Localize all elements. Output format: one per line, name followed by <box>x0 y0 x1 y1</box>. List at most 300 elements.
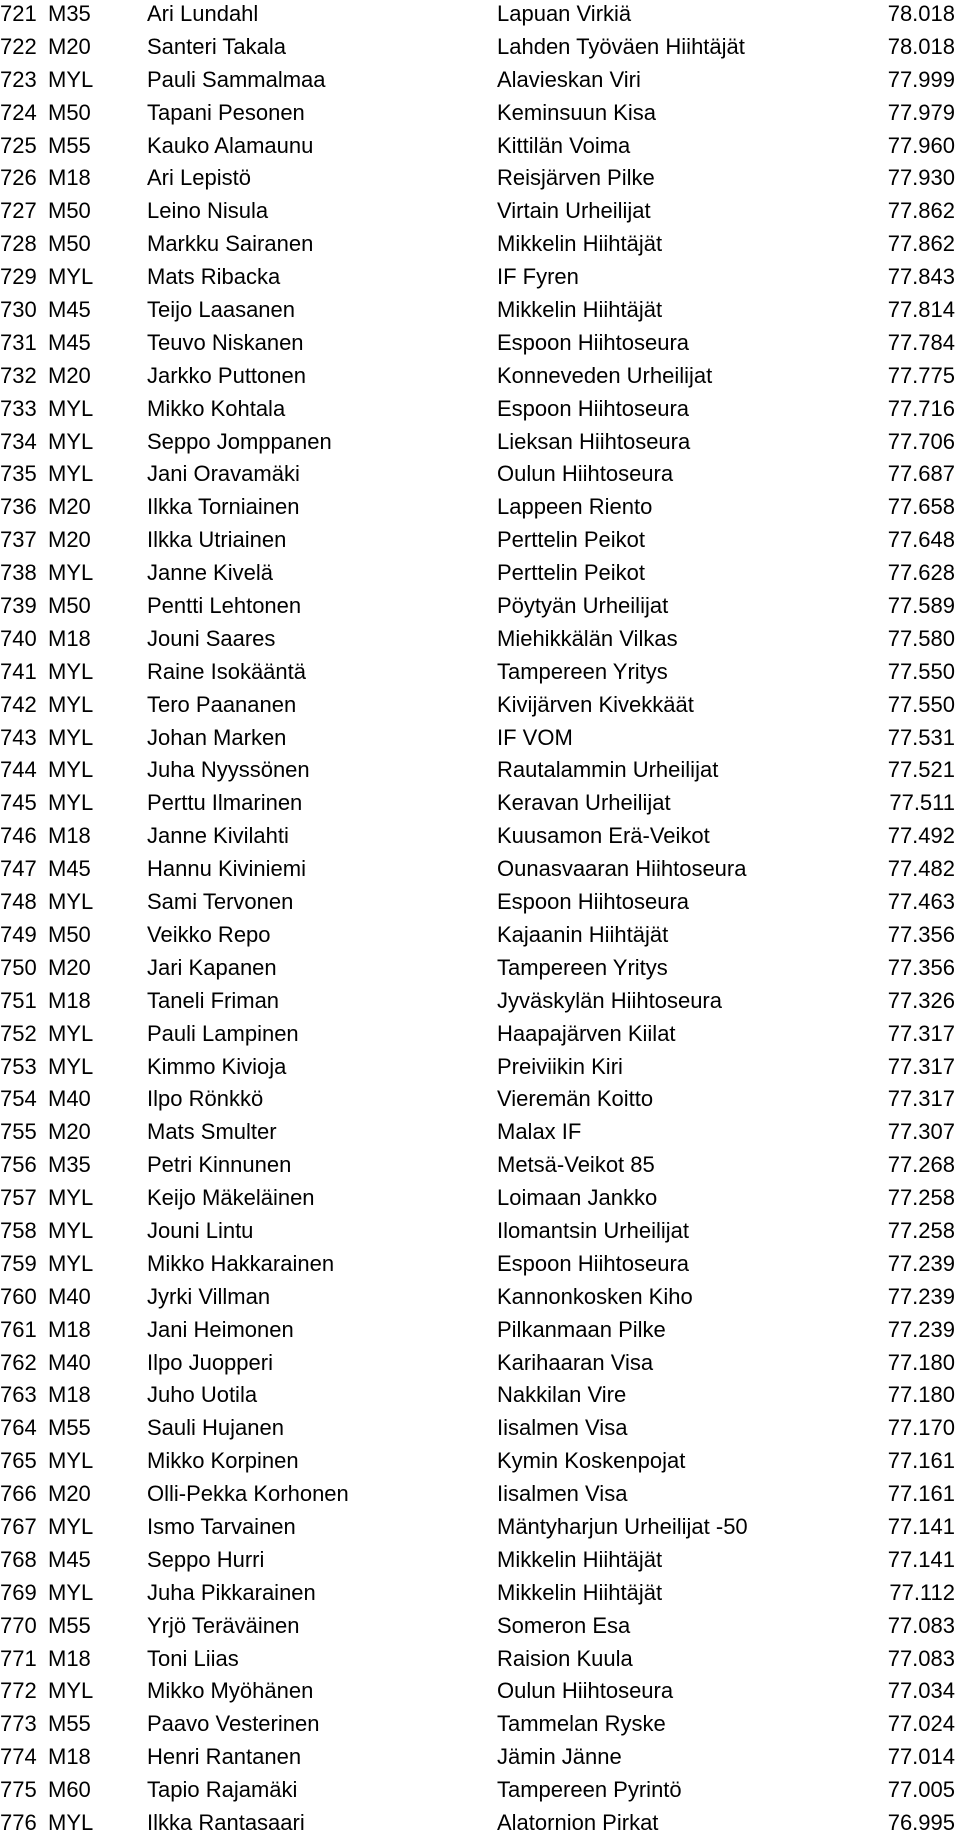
result-row <box>0 1513 960 1546</box>
class-cell: M18 <box>48 625 91 651</box>
score-cell: 77.580 <box>887 625 955 651</box>
competitor-name-cell: Jouni Saares <box>147 625 276 651</box>
club-cell: Loimaan Jankko <box>497 1185 658 1211</box>
class-cell: M60 <box>48 1777 91 1803</box>
class-cell: MYL <box>48 461 94 487</box>
place-cell: 762 <box>0 1349 37 1375</box>
competitor-name-cell: Sauli Hujanen <box>147 1415 284 1441</box>
score-cell: 77.658 <box>887 494 955 520</box>
competitor-name-cell: Sami Tervonen <box>147 889 294 915</box>
place-cell: 767 <box>0 1513 37 1539</box>
competitor-name-cell: Leino Nisula <box>147 198 269 224</box>
class-cell: MYL <box>48 1217 94 1243</box>
class-cell: MYL <box>48 790 94 816</box>
club-cell: Iisalmen Visa <box>497 1481 628 1507</box>
competitor-name-cell: Paavo Vesterinen <box>147 1711 320 1737</box>
class-cell: MYL <box>48 1448 94 1474</box>
competitor-name-cell: Perttu Ilmarinen <box>147 790 303 816</box>
place-cell: 769 <box>0 1579 37 1605</box>
club-cell: Preiviikin Kiri <box>497 1053 623 1079</box>
club-cell: Espoon Hiihtoseura <box>497 395 690 421</box>
class-cell: M45 <box>48 1546 91 1572</box>
place-cell: 744 <box>0 757 37 783</box>
club-cell: Alatornion Pirkat <box>497 1809 659 1835</box>
place-cell: 730 <box>0 297 37 323</box>
class-cell: M50 <box>48 99 91 125</box>
place-cell: 749 <box>0 921 37 947</box>
score-cell: 77.317 <box>887 1086 955 1112</box>
result-row <box>0 66 960 99</box>
score-cell: 77.356 <box>887 921 955 947</box>
competitor-name-cell: Ari Lundahl <box>147 1 259 26</box>
result-row <box>0 592 960 625</box>
result-row <box>0 1579 960 1612</box>
club-cell: Virtain Urheilijat <box>497 198 651 224</box>
result-row <box>0 921 960 954</box>
competitor-name-cell: Janne Kivelä <box>147 560 273 586</box>
score-cell: 77.463 <box>887 889 955 915</box>
score-cell: 77.326 <box>887 987 955 1013</box>
competitor-name-cell: Tapio Rajamäki <box>147 1777 298 1803</box>
club-cell: Kittilän Voima <box>497 132 631 158</box>
place-cell: 738 <box>0 560 37 586</box>
club-cell: Kuusamon Erä-Veikot <box>497 823 710 849</box>
club-cell: Haapajärven Kiilat <box>497 1020 676 1046</box>
score-cell: 77.005 <box>887 1777 955 1803</box>
place-cell: 758 <box>0 1217 37 1243</box>
score-cell: 77.531 <box>887 724 955 750</box>
competitor-name-cell: Jouni Lintu <box>147 1217 254 1243</box>
place-cell: 759 <box>0 1250 37 1276</box>
result-row <box>0 1020 960 1053</box>
result-row <box>0 1645 960 1678</box>
place-cell: 743 <box>0 724 37 750</box>
score-cell: 77.862 <box>887 198 955 224</box>
club-cell: Someron Esa <box>497 1612 631 1638</box>
score-cell: 77.999 <box>887 66 955 92</box>
competitor-name-cell: Pentti Lehtonen <box>147 593 302 619</box>
competitor-name-cell: Juho Uotila <box>147 1382 258 1408</box>
club-cell: Espoon Hiihtoseura <box>497 329 690 355</box>
class-cell: M35 <box>48 1 91 26</box>
competitor-name-cell: Teuvo Niskanen <box>147 329 304 355</box>
competitor-name-cell: Ilkka Torniainen <box>147 494 300 520</box>
place-cell: 725 <box>0 132 37 158</box>
class-cell: M45 <box>48 856 91 882</box>
competitor-name-cell: Toni Liias <box>147 1645 239 1671</box>
class-cell: MYL <box>48 658 94 684</box>
score-cell: 77.775 <box>887 362 955 388</box>
club-cell: Mäntyharjun Urheilijat -50 <box>497 1513 748 1539</box>
club-cell: Reisjärven Pilke <box>497 165 655 191</box>
class-cell: M55 <box>48 1415 91 1441</box>
place-cell: 764 <box>0 1415 37 1441</box>
result-row <box>0 1809 960 1842</box>
score-cell: 77.784 <box>887 329 955 355</box>
club-cell: Mikkelin Hiihtäjät <box>497 297 663 323</box>
class-cell: MYL <box>48 66 94 92</box>
competitor-name-cell: Mats Smulter <box>147 1119 277 1145</box>
result-row <box>0 1283 960 1316</box>
club-cell: Pöytyän Urheilijat <box>497 593 669 619</box>
place-cell: 736 <box>0 494 37 520</box>
place-cell: 746 <box>0 823 37 849</box>
score-cell: 77.014 <box>887 1744 955 1770</box>
score-cell: 77.960 <box>887 132 955 158</box>
score-cell: 77.716 <box>887 395 955 421</box>
result-row <box>0 1612 960 1645</box>
result-row <box>0 362 960 395</box>
score-cell: 77.034 <box>887 1678 955 1704</box>
result-row <box>0 888 960 921</box>
score-cell: 77.521 <box>887 757 955 783</box>
club-cell: Kajaanin Hiihtäjät <box>497 921 669 947</box>
result-row <box>0 789 960 822</box>
result-row <box>0 395 960 428</box>
class-cell: M45 <box>48 297 91 323</box>
score-cell: 77.843 <box>887 264 955 290</box>
class-cell: M55 <box>48 132 91 158</box>
class-cell: M18 <box>48 1645 91 1671</box>
class-cell: M50 <box>48 593 91 619</box>
result-row <box>0 1184 960 1217</box>
result-row <box>0 822 960 855</box>
class-cell: MYL <box>48 1020 94 1046</box>
competitor-name-cell: Jyrki Villman <box>147 1283 271 1309</box>
place-cell: 752 <box>0 1020 37 1046</box>
competitor-name-cell: Ilkka Rantasaari <box>147 1809 305 1835</box>
score-cell: 77.317 <box>887 1020 955 1046</box>
competitor-name-cell: Santeri Takala <box>147 33 287 59</box>
class-cell: M20 <box>48 1481 91 1507</box>
score-cell: 77.687 <box>887 461 955 487</box>
club-cell: Lapuan Virkiä <box>497 1 632 26</box>
place-cell: 733 <box>0 395 37 421</box>
place-cell: 763 <box>0 1382 37 1408</box>
place-cell: 723 <box>0 66 37 92</box>
score-cell: 77.492 <box>887 823 955 849</box>
class-cell: M50 <box>48 921 91 947</box>
competitor-name-cell: Tapani Pesonen <box>147 99 305 125</box>
class-cell: MYL <box>48 1579 94 1605</box>
result-row <box>0 1381 960 1414</box>
competitor-name-cell: Kimmo Kivioja <box>147 1053 287 1079</box>
class-cell: MYL <box>48 1678 94 1704</box>
result-row <box>0 329 960 362</box>
place-cell: 775 <box>0 1777 37 1803</box>
result-row <box>0 1217 960 1250</box>
score-cell: 77.268 <box>887 1152 955 1178</box>
place-cell: 740 <box>0 625 37 651</box>
result-row <box>0 33 960 66</box>
club-cell: Perttelin Peikot <box>497 560 645 586</box>
class-cell: MYL <box>48 1250 94 1276</box>
score-cell: 77.550 <box>887 691 955 717</box>
club-cell: Espoon Hiihtoseura <box>497 889 690 915</box>
competitor-name-cell: Pauli Sammalmaa <box>147 66 326 92</box>
competitor-name-cell: Johan Marken <box>147 724 287 750</box>
score-cell: 77.930 <box>887 165 955 191</box>
class-cell: M18 <box>48 1744 91 1770</box>
result-row <box>0 164 960 197</box>
club-cell: Jyväskylän Hiihtoseura <box>497 987 722 1013</box>
score-cell: 77.628 <box>887 560 955 586</box>
result-row <box>0 132 960 165</box>
result-row <box>0 1118 960 1151</box>
club-cell: Kymin Koskenpojat <box>497 1448 686 1474</box>
competitor-name-cell: Markku Sairanen <box>147 231 314 257</box>
score-cell: 77.317 <box>887 1053 955 1079</box>
score-cell: 77.239 <box>887 1316 955 1342</box>
competitor-name-cell: Yrjö Teräväinen <box>147 1612 300 1638</box>
competitor-name-cell: Keijo Mäkeläinen <box>147 1185 315 1211</box>
score-cell: 77.589 <box>887 593 955 619</box>
class-cell: M55 <box>48 1711 91 1737</box>
score-cell: 77.180 <box>887 1382 955 1408</box>
result-row <box>0 1776 960 1809</box>
place-cell: 747 <box>0 856 37 882</box>
score-cell: 77.141 <box>887 1546 955 1572</box>
result-row <box>0 1349 960 1382</box>
club-cell: Raision Kuula <box>497 1645 633 1671</box>
place-cell: 729 <box>0 264 37 290</box>
place-cell: 766 <box>0 1481 37 1507</box>
competitor-name-cell: Mikko Myöhänen <box>147 1678 314 1704</box>
class-cell: M40 <box>48 1349 91 1375</box>
place-cell: 732 <box>0 362 37 388</box>
result-row <box>0 296 960 329</box>
place-cell: 721 <box>0 1 37 26</box>
score-cell: 77.112 <box>889 1579 955 1605</box>
class-cell: M18 <box>48 987 91 1013</box>
place-cell: 754 <box>0 1086 37 1112</box>
place-cell: 776 <box>0 1809 37 1835</box>
place-cell: 748 <box>0 889 37 915</box>
competitor-name-cell: Mats Ribacka <box>147 264 281 290</box>
class-cell: M20 <box>48 362 91 388</box>
class-cell: MYL <box>48 395 94 421</box>
class-cell: M55 <box>48 1612 91 1638</box>
class-cell: MYL <box>48 1513 94 1539</box>
class-cell: MYL <box>48 691 94 717</box>
club-cell: Jämin Jänne <box>497 1744 622 1770</box>
place-cell: 772 <box>0 1678 37 1704</box>
class-cell: M18 <box>48 1316 91 1342</box>
score-cell: 78.018 <box>887 1 955 26</box>
score-cell: 77.307 <box>887 1119 955 1145</box>
club-cell: Espoon Hiihtoseura <box>497 1250 690 1276</box>
club-cell: Konneveden Urheilijat <box>497 362 713 388</box>
score-cell: 77.161 <box>887 1448 955 1474</box>
score-cell: 77.141 <box>887 1513 955 1539</box>
class-cell: M20 <box>48 33 91 59</box>
result-row <box>0 99 960 132</box>
result-row <box>0 987 960 1020</box>
place-cell: 739 <box>0 593 37 619</box>
club-cell: Nakkilan Vire <box>497 1382 627 1408</box>
club-cell: Ilomantsin Urheilijat <box>497 1217 689 1243</box>
place-cell: 753 <box>0 1053 37 1079</box>
class-cell: MYL <box>48 889 94 915</box>
competitor-name-cell: Taneli Friman <box>147 987 280 1013</box>
score-cell: 77.083 <box>887 1645 955 1671</box>
class-cell: MYL <box>48 757 94 783</box>
competitor-name-cell: Hannu Kiviniemi <box>147 856 306 882</box>
class-cell: MYL <box>48 1185 94 1211</box>
class-cell: MYL <box>48 428 94 454</box>
competitor-name-cell: Petri Kinnunen <box>147 1152 292 1178</box>
result-row <box>0 197 960 230</box>
result-row <box>0 658 960 691</box>
club-cell: Lappeen Riento <box>497 494 653 520</box>
class-cell: MYL <box>48 264 94 290</box>
place-cell: 750 <box>0 954 37 980</box>
competitor-name-cell: Jarkko Puttonen <box>147 362 306 388</box>
club-cell: Tampereen Yritys <box>497 658 668 684</box>
competitor-name-cell: Tero Paananen <box>147 691 297 717</box>
place-cell: 722 <box>0 33 37 59</box>
club-cell: IF VOM <box>497 724 573 750</box>
score-cell: 77.648 <box>887 527 955 553</box>
score-cell: 77.706 <box>887 428 955 454</box>
result-row <box>0 1743 960 1776</box>
result-row <box>0 1447 960 1480</box>
place-cell: 742 <box>0 691 37 717</box>
club-cell: Malax IF <box>497 1119 582 1145</box>
result-row <box>0 1710 960 1743</box>
class-cell: M18 <box>48 1382 91 1408</box>
club-cell: Keravan Urheilijat <box>497 790 671 816</box>
competitor-name-cell: Ilpo Rönkkö <box>147 1086 264 1112</box>
club-cell: Perttelin Peikot <box>497 527 645 553</box>
competitor-name-cell: Ismo Tarvainen <box>147 1513 296 1539</box>
result-row <box>0 1414 960 1447</box>
result-row <box>0 559 960 592</box>
competitor-name-cell: Mikko Korpinen <box>147 1448 299 1474</box>
club-cell: Tampereen Pyrintö <box>497 1777 682 1803</box>
result-row <box>0 230 960 263</box>
place-cell: 745 <box>0 790 37 816</box>
club-cell: Tampereen Yritys <box>497 954 668 980</box>
competitor-name-cell: Janne Kivilahti <box>147 823 289 849</box>
club-cell: Karihaaran Visa <box>497 1349 654 1375</box>
result-row <box>0 263 960 296</box>
class-cell: M20 <box>48 494 91 520</box>
result-row <box>0 855 960 888</box>
competitor-name-cell: Juha Pikkarainen <box>147 1579 316 1605</box>
club-cell: Vieremän Koitto <box>497 1086 654 1112</box>
competitor-name-cell: Seppo Jomppanen <box>147 428 332 454</box>
club-cell: Tammelan Ryske <box>497 1711 666 1737</box>
club-cell: Iisalmen Visa <box>497 1415 628 1441</box>
competitor-name-cell: Mikko Hakkarainen <box>147 1250 335 1276</box>
place-cell: 757 <box>0 1185 37 1211</box>
club-cell: Pilkanmaan Pilke <box>497 1316 666 1342</box>
club-cell: Lieksan Hiihtoseura <box>497 428 691 454</box>
competitor-name-cell: Teijo Laasanen <box>147 297 296 323</box>
place-cell: 751 <box>0 987 37 1013</box>
competitor-name-cell: Raine Isokääntä <box>147 658 306 684</box>
club-cell: IF Fyren <box>497 264 579 290</box>
competitor-name-cell: Ilkka Utriainen <box>147 527 287 553</box>
class-cell: M20 <box>48 1119 91 1145</box>
club-cell: Ounasvaaran Hiihtoseura <box>497 856 747 882</box>
class-cell: M18 <box>48 823 91 849</box>
club-cell: Oulun Hiihtoseura <box>497 461 674 487</box>
score-cell: 76.995 <box>887 1809 955 1835</box>
score-cell: 77.258 <box>887 1185 955 1211</box>
result-row <box>0 954 960 987</box>
score-cell: 77.550 <box>887 658 955 684</box>
result-row <box>0 1053 960 1086</box>
result-row <box>0 428 960 461</box>
place-cell: 773 <box>0 1711 37 1737</box>
competitor-name-cell: Seppo Hurri <box>147 1546 265 1572</box>
club-cell: Keminsuun Kisa <box>497 99 656 125</box>
club-cell: Mikkelin Hiihtäjät <box>497 231 663 257</box>
score-cell: 77.239 <box>887 1250 955 1276</box>
competitor-name-cell: Ilpo Juopperi <box>147 1349 273 1375</box>
place-cell: 760 <box>0 1283 37 1309</box>
result-row <box>0 1085 960 1118</box>
place-cell: 727 <box>0 198 37 224</box>
club-cell: Mikkelin Hiihtäjät <box>497 1546 663 1572</box>
competitor-name-cell: Veikko Repo <box>147 921 271 947</box>
class-cell: M50 <box>48 198 91 224</box>
class-cell: M40 <box>48 1283 91 1309</box>
result-row <box>0 625 960 658</box>
competitor-name-cell: Olli-Pekka Korhonen <box>147 1481 349 1507</box>
score-cell: 77.161 <box>887 1481 955 1507</box>
club-cell: Metsä-Veikot 85 <box>497 1152 655 1178</box>
competitor-name-cell: Juha Nyyssönen <box>147 757 310 783</box>
place-cell: 724 <box>0 99 37 125</box>
club-cell: Oulun Hiihtoseura <box>497 1678 674 1704</box>
competitor-name-cell: Jani Oravamäki <box>147 461 300 487</box>
competitor-name-cell: Pauli Lampinen <box>147 1020 299 1046</box>
result-row <box>0 526 960 559</box>
club-cell: Rautalammin Urheilijat <box>497 757 719 783</box>
result-row <box>0 1546 960 1579</box>
result-row <box>0 1677 960 1710</box>
place-cell: 731 <box>0 329 37 355</box>
score-cell: 77.814 <box>887 297 955 323</box>
class-cell: M50 <box>48 231 91 257</box>
score-cell: 77.356 <box>887 954 955 980</box>
score-cell: 77.024 <box>887 1711 955 1737</box>
class-cell: M40 <box>48 1086 91 1112</box>
place-cell: 741 <box>0 658 37 684</box>
place-cell: 755 <box>0 1119 37 1145</box>
competitor-name-cell: Jari Kapanen <box>147 954 277 980</box>
result-row <box>0 724 960 757</box>
result-row <box>0 1250 960 1283</box>
competitor-name-cell: Jani Heimonen <box>147 1316 294 1342</box>
score-cell: 77.239 <box>887 1283 955 1309</box>
score-cell: 77.511 <box>889 790 955 816</box>
club-cell: Lahden Työväen Hiihtäjät <box>497 33 745 59</box>
place-cell: 734 <box>0 428 37 454</box>
score-cell: 78.018 <box>887 33 955 59</box>
place-cell: 768 <box>0 1546 37 1572</box>
place-cell: 728 <box>0 231 37 257</box>
result-row <box>0 1151 960 1184</box>
competitor-name-cell: Kauko Alamaunu <box>147 132 314 158</box>
score-cell: 77.862 <box>887 231 955 257</box>
score-cell: 77.180 <box>887 1349 955 1375</box>
class-cell: M20 <box>48 527 91 553</box>
place-cell: 726 <box>0 165 37 191</box>
